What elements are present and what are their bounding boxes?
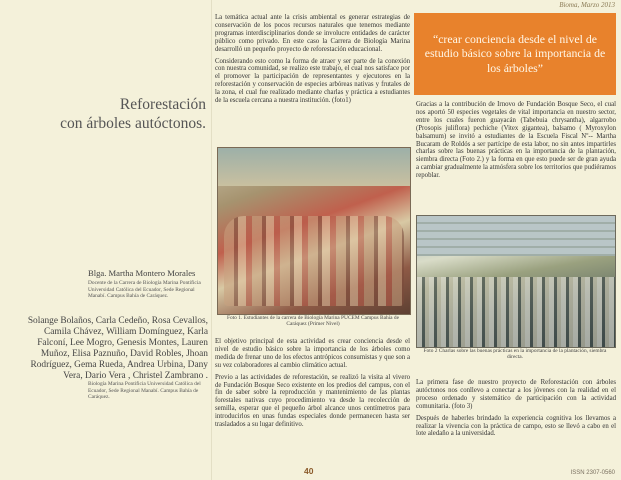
paragraph: La temática actual ante la crisis ambiental es generar estrategias de conservación de los pocos recursos naturales que tenemos mediante programas interdisciplinarios donde se involucre entidades de carácter público como privado. En este caso la Carrera de Biología Marina desarrolló un pequeño proyecto de reforestación educacional. [215, 14, 410, 53]
pull-quote-text: “crear conciencia desde el nivel de estudio básico sobre la importancia de los árboles” [424, 32, 606, 75]
article-title-line1: Reforestación [119, 96, 206, 113]
journal-date: Bioma, Marzo 2013 [559, 1, 615, 9]
coauthors-affiliation: Biología Marina Pontificia Universidad Católica del Ecuador, Sede Regional Manabí. Campus Bahía de Caráquez. [88, 381, 201, 401]
issn-label: ISSN 2307-0560 [570, 470, 615, 476]
paragraph: El objetivo principal de esta actividad es crear conciencia desde el nivel de estudio básico sobre la importancia de los árboles como medida de frenar uno de los efectos antrópicos consumistas y que son a su vez colaboradores al cambio climático actual. [215, 338, 410, 369]
page-number: 40 [304, 466, 314, 476]
photo-students-group [217, 147, 411, 315]
author-name: Blga. Martha Montero Morales [88, 268, 196, 278]
photo-classroom-talk [416, 215, 616, 348]
paragraph: Gracias a la contribución de Irnovo de Fundación Bosque Seco, el cual nos aportó 50 especies vegetales de vital importancia en nuestro sector, entre los cuales fueron guayacán (Tabebuia chrysantha), algarrobo (Prosopis juliflora) pechiche (Vitex gigantea), balsamo ( Myroxylon balsamum) se invitó a estudiantes de la Escuela Fiscal Nº-- Martha Bucaram de Roldós a ser partícipe de esta labor, no sin antes impartirles charlas sobre las buenas prácticas en la importancia de la plantación, siembra directa (Foto 2.) y la forma en que esto puede ser de gran ayuda a cambiar gradualmente la atmósfera sobre los territorios que pudiéramos repoblar. [416, 101, 616, 180]
body-text-column2-top [416, 101, 616, 184]
photo1-caption: Foto 1. Estudiantes de la carrera de Biología Marina PUCEM Campus Bahía de Caráquez (Primer Nivel) [226, 315, 399, 328]
paragraph: Considerando esto como la forma de atraer y ser parte de la conexión con nuestra comunidad, se realizo este trabajo, el cual nos satisface por el promover la participación de representantes y ejecutores en la reforestación y conservación de especies arbóreas nativas y frutales de la zona, el cual fue realizado mediante charlas y práctica a estudiantes de la escuela cercana a nuestra institución. (foto1) [215, 57, 410, 105]
author-affiliation: Docente de la Carrera de Biología Marina Pontificia Universidad Católica del Ecuador, Sede Regional Manabí. Campus Bahía de Caráquez. [88, 280, 201, 300]
paragraph: Después de haberles brindado la experiencia cognitiva los llevamos a realizar la vivencia con la práctica de campo, esto se llevó a cabo en el lote aledaño a la universidad. [416, 414, 616, 438]
article-title-line2: con árboles autóctonos. [60, 115, 206, 132]
body-text-column2-bottom [416, 379, 616, 442]
coauthors-list: Solange Bolaños, Carla Cedeño, Rosa Cevallos, Camila Chávez, William Domínguez, Karla Falconí, Lee Mogro, Genesis Montes, Lauren Muñoz, Elisa Paznuño, David Robles, Jhoan Rodríguez, Gema Rueda, Andrea Urbina, Dany Vera, Dario Vera , Christel Zambrano . [27, 316, 208, 381]
paragraph: Previo a las actividades de reforestación, se realizó la visita al vivero de Fundación Bosque Seco existente en los predios del campus, con el fin de saber sobre la reproducción y mantenimiento de las plantas forestales nativas cuyo procedimiento va desde la recolección de semilla, esperar que el pequeño árbol alcance unos centímetros para introducirlos en unas fundas especiales donde permanecen hasta ser trasladados a su lugar definitivo. [215, 373, 410, 429]
photo2-caption: Foto 2 Charlas sobre las buenas prácticas en la importancia de la plantación, siembra directa. [423, 348, 607, 361]
paragraph: La primera fase de nuestro proyecto de Reforestación con árboles autóctonos nos conllevo a conectar a los jóvenes con la realidad en el proceso ordenado y sistemático de participación con la actividad comunitaria. (foto 3) [416, 379, 616, 410]
article-title [60, 95, 206, 133]
left-column [0, 0, 212, 480]
body-text-column1-bottom [215, 338, 410, 433]
body-text-column1-top [215, 14, 410, 109]
